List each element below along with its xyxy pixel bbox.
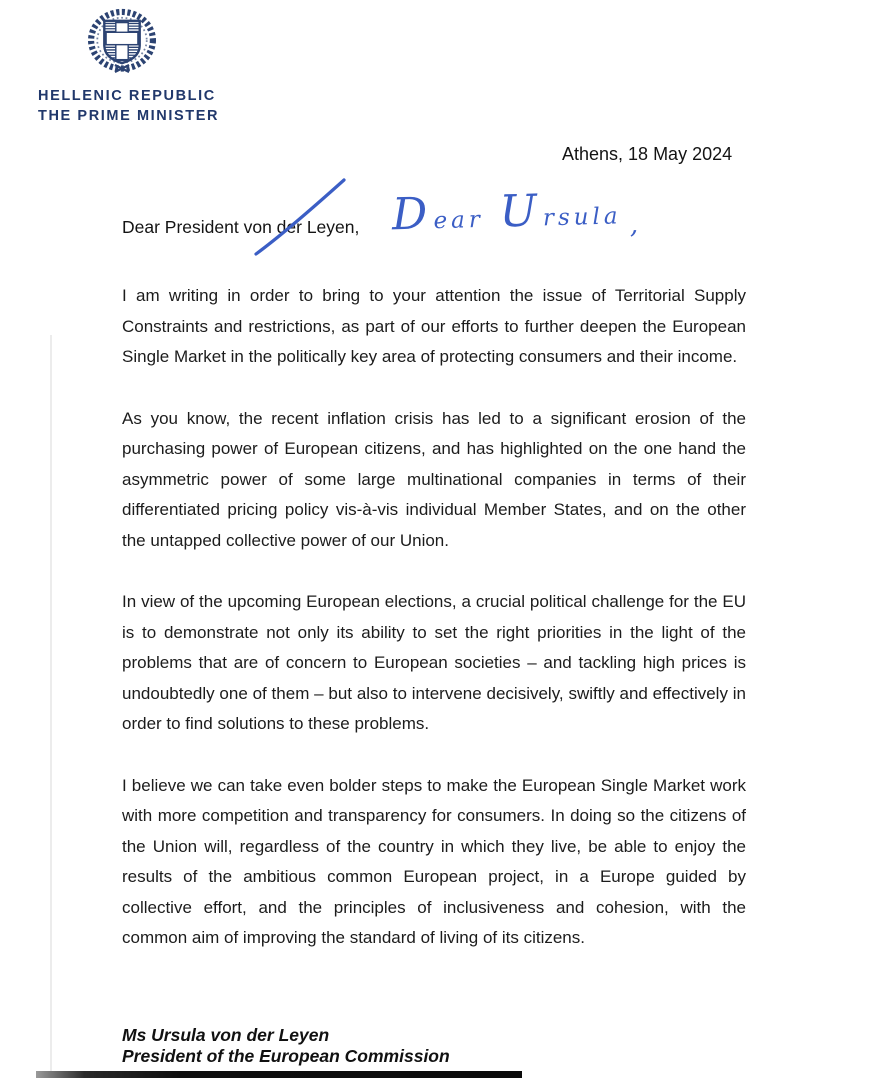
letterhead-office: THE PRIME MINISTER bbox=[38, 108, 220, 124]
body-paragraph: As you know, the recent inflation crisis has led to a significant erosion of the purchasing power of European citizens, and has highlighted on the one hand the asymmetric power of some large multinational companies in terms of their differentiated pricing policy vis-à-vis individual Member States, and on the other the untapped collective power of our Union. bbox=[122, 408, 746, 550]
dateline: Athens, 18 May 2024 bbox=[562, 144, 733, 164]
letter-body bbox=[122, 281, 746, 985]
handwritten-comma: , bbox=[629, 209, 639, 241]
handwritten-annotation bbox=[391, 183, 646, 241]
letterhead-country: HELLENIC REPUBLIC bbox=[38, 88, 216, 104]
body-paragraph: I believe we can take even bolder steps to make the European Single Market work with more competition and transparency for consumers. In doing so the citizens of the Union will, regardless of the country in which they live, be able to enjoy the results of the ambitious common European project, in a Europe guided by collective effort, and the principles of inclusiveness and cohesion, with the common aim of improving the standard of living of its citizens. bbox=[122, 775, 746, 947]
hellenic-coat-of-arms-icon bbox=[69, 4, 175, 80]
recipient-name: Ms Ursula von der Leyen bbox=[122, 1025, 330, 1045]
handwritten-word-dear: Dear bbox=[391, 188, 485, 241]
scan-edge-line bbox=[50, 335, 52, 1071]
body-paragraph: In view of the upcoming European elections, a crucial political challenge for the EU is to demonstrate not only its ability to set the right priorities in the light of the problems that are of concern to European societies – and tackling high prices is undoubtedly one of them – but also to intervene decisively, swiftly and effectively in order to find solutions to these problems. bbox=[122, 592, 746, 733]
letterhead bbox=[38, 4, 220, 126]
recipient-title: President of the European Commission bbox=[122, 1046, 450, 1066]
body-paragraph: I am writing in order to bring to your attention the issue of Territorial Supply Constraints and restrictions, as part of our efforts to further deepen the European Single Market in the politically key area of protecting consumers and their income. bbox=[122, 286, 746, 366]
recipient-block bbox=[122, 1025, 450, 1067]
handwritten-word-ursula: Ursula bbox=[498, 185, 622, 238]
salutation-printed: Dear President von der Leyen, bbox=[122, 217, 360, 237]
scan-artifact-bar bbox=[36, 1071, 522, 1078]
